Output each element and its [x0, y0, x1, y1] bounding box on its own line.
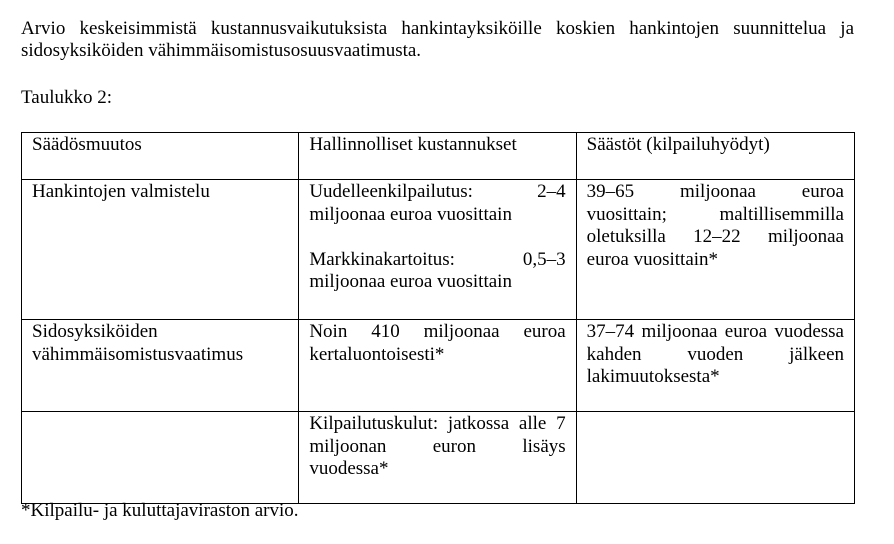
- cell-savings: [576, 412, 854, 504]
- header-cell-admin-costs: Hallinnolliset kustannukset: [299, 133, 576, 180]
- cost-table: [21, 132, 855, 504]
- cell-text: Hankintojen valmistelu: [32, 181, 210, 202]
- cell-change: [22, 412, 299, 504]
- cell-admin-costs: [299, 320, 576, 412]
- cell-paragraph: Uudelleenkilpailutus: 2–4 miljoonaa euroa vuosittain: [309, 181, 566, 225]
- cell-paragraph: Noin 410 miljoonaa euroa kertaluontoisesti*: [309, 321, 566, 365]
- cell-change: [22, 180, 299, 320]
- cell-change: [22, 320, 299, 412]
- cell-text: 39–65 miljoonaa euroa vuosittain; maltillisemmilla oletuksilla 12–22 miljoonaa euroa vuosittain*: [586, 181, 844, 270]
- header-cell-savings: Säästöt (kilpailuhyödyt): [576, 133, 854, 180]
- table-header-row: [22, 133, 855, 180]
- footnote: *Kilpailu- ja kuluttajaviraston arvio.: [21, 500, 299, 521]
- cell-text: 37–74 miljoonaa euroa vuodessa kahden vuoden jälkeen lakimuutoksesta*: [586, 321, 844, 387]
- cell-paragraph: Markkinakartoitus: 0,5–3 miljoonaa euroa vuosittain: [309, 248, 566, 292]
- cell-paragraph: Kilpailutuskulut: jatkossa alle 7 miljoonan euron lisäys vuodessa*: [309, 413, 566, 479]
- table-row: [22, 180, 855, 320]
- table-row: [22, 320, 855, 412]
- intro-paragraph: Arvio keskeisimmistä kustannusvaikutuksista hankintayksiköille koskien hankintojen suunnittelua ja sidosyksiköiden vähimmäisomistusosuusvaatimusta.: [21, 18, 854, 61]
- cell-admin-costs: [299, 180, 576, 320]
- cell-text: Sidosyksiköiden vähimmäisomistusvaatimus: [32, 321, 244, 365]
- table-caption: Taulukko 2:: [21, 87, 113, 108]
- cell-savings: [576, 180, 854, 320]
- cell-savings: [576, 320, 854, 412]
- header-cell-change: Säädösmuutos: [22, 133, 299, 180]
- cell-admin-costs: [299, 412, 576, 504]
- table-row: [22, 412, 855, 504]
